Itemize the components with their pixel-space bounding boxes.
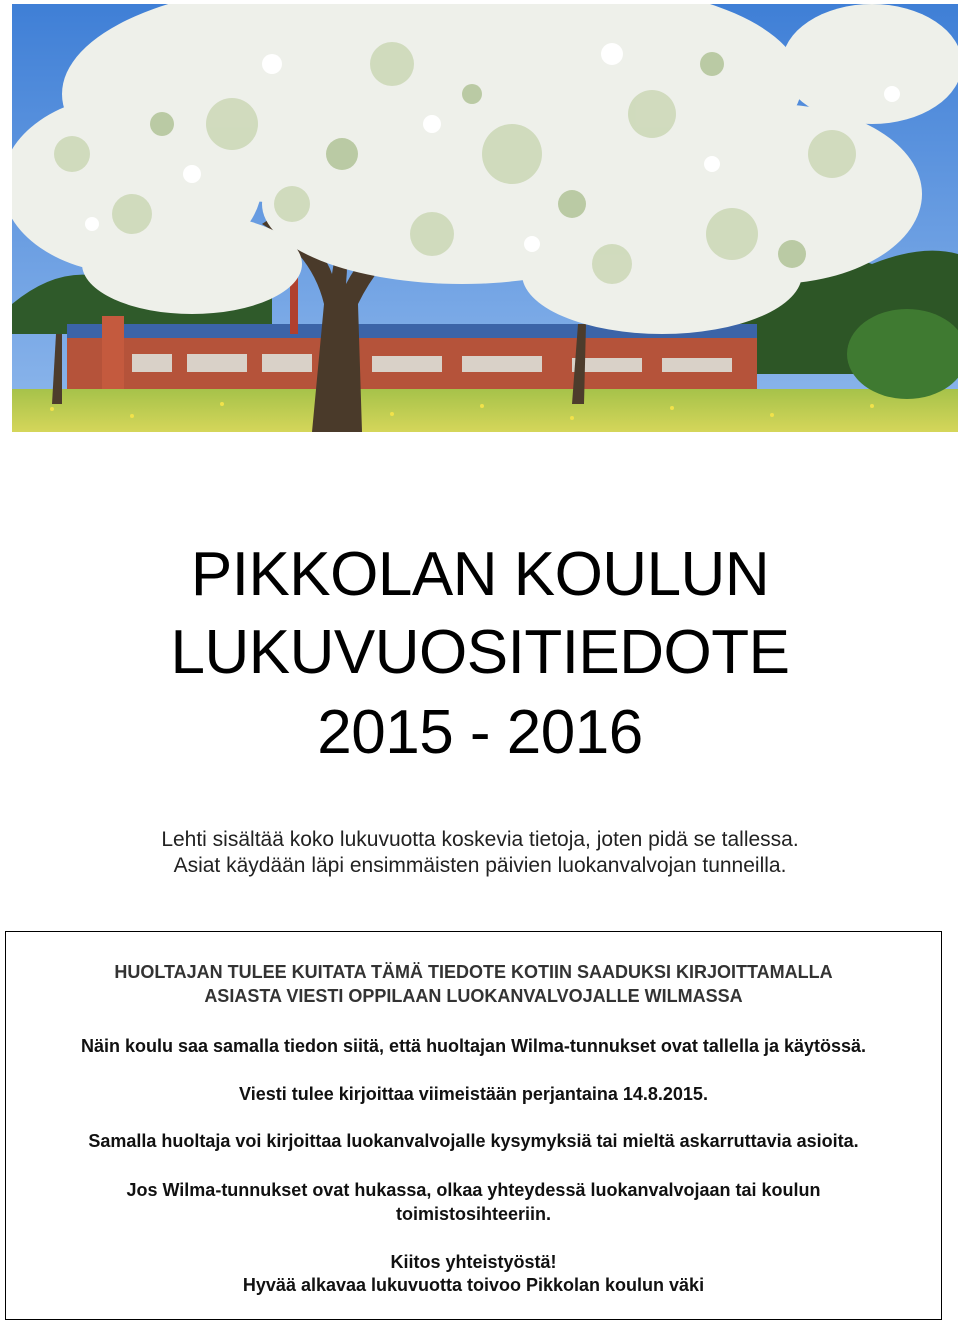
cover-photo bbox=[12, 4, 958, 432]
notice-heading-line-1: HUOLTAJAN TULEE KUITATA TÄMÄ TIEDOTE KOTIIN SAADUKSI KIRJOITTAMALLA bbox=[114, 962, 833, 982]
notice-paragraph-4-line-2: toimistosihteeriin. bbox=[395, 1204, 552, 1224]
notice-paragraph-4-line-1: Jos Wilma-tunnukset ovat hukassa, olkaa yhteydessä luokanvalvojaan tai koulun bbox=[126, 1180, 821, 1200]
notice-box bbox=[5, 931, 942, 1320]
intro-line-1: Lehti sisältää koko lukuvuotta koskevia tietoja, joten pidä se tallessa. bbox=[161, 828, 799, 851]
notice-paragraph-3: Samalla huoltaja voi kirjoittaa luokanvalvojalle kysymyksiä tai mieltä askarruttavia asioita. bbox=[88, 1131, 859, 1151]
notice-paragraph-2: Viesti tulee kirjoittaa viimeistään perjantaina 14.8.2015. bbox=[239, 1084, 708, 1104]
notice-paragraph-1: Näin koulu saa samalla tiedon siitä, että huoltajan Wilma-tunnukset ovat tallella ja käytössä. bbox=[80, 1036, 867, 1056]
page-title-line-2: LUKUVUOSITIEDOTE bbox=[170, 618, 790, 687]
page-title-line-3: 2015 - 2016 bbox=[317, 698, 643, 767]
notice-heading-line-2: ASIASTA VIESTI OPPILAAN LUOKANVALVOJALLE WILMASSA bbox=[204, 986, 743, 1006]
notice-thanks: Kiitos yhteistyöstä! bbox=[390, 1252, 557, 1272]
page-title-line-1: PIKKOLAN KOULUN bbox=[190, 540, 770, 609]
notice-closing: Hyvää alkavaa lukuvuotta toivoo Pikkolan koulun väki bbox=[242, 1275, 705, 1295]
blossoming-apple-tree-school-photo-icon bbox=[12, 4, 958, 432]
intro-line-2: Asiat käydään läpi ensimmäisten päivien luokanvalvojan tunneilla. bbox=[173, 854, 787, 877]
